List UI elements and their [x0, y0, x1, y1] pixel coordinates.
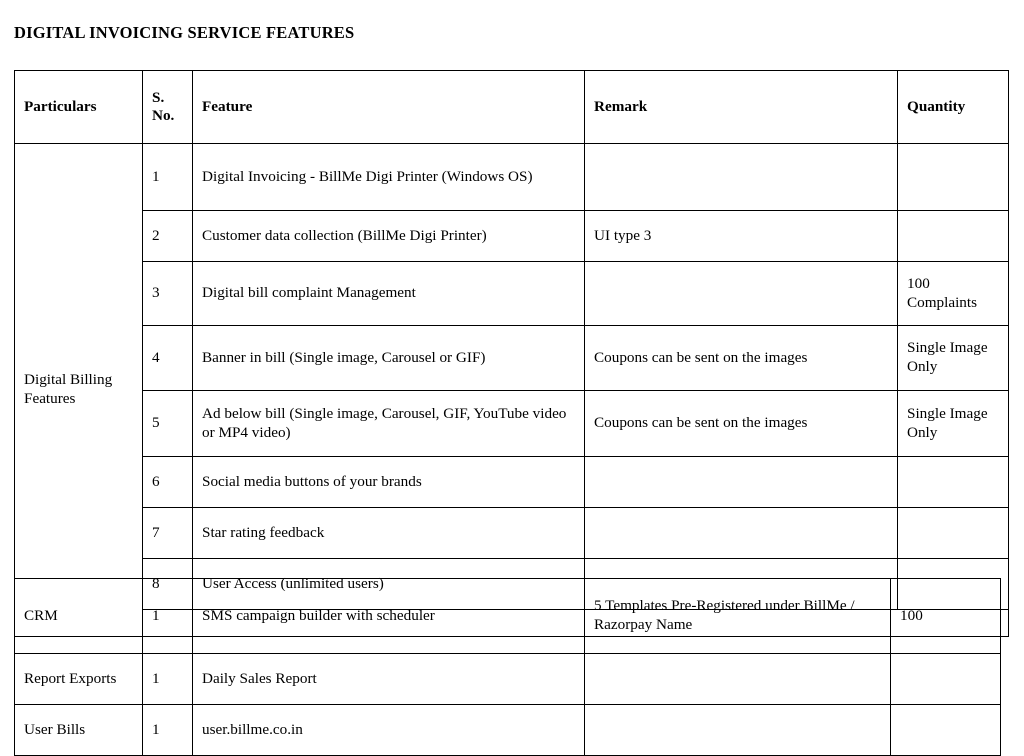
cell-quantity: Single Image Only — [898, 391, 1009, 457]
cell-feature: Banner in bill (Single image, Carousel or GIF) — [193, 326, 585, 391]
cell-feature: Digital Invoicing - BillMe Digi Printer (Windows OS) — [193, 144, 585, 211]
cell-remark — [585, 262, 898, 326]
cell-remark: 5 Templates Pre-Registered under BillMe / Razorpay Name — [585, 579, 891, 654]
cell-quantity — [898, 508, 1009, 559]
cell-quantity — [898, 211, 1009, 262]
cell-serial-number: 1 — [143, 144, 193, 211]
column-header-serial-number — [143, 71, 193, 144]
cell-feature: Digital bill complaint Management — [193, 262, 585, 326]
cell-quantity — [891, 705, 1001, 756]
column-header-quantity: Quantity — [898, 71, 1009, 144]
cell-feature: Daily Sales Report — [193, 654, 585, 705]
cell-feature: Social media buttons of your brands — [193, 457, 585, 508]
cell-serial-number: 1 — [143, 579, 193, 654]
row-group-label-report-exports: Report Exports — [15, 654, 143, 705]
cell-feature: User Access (unlimited users) — [193, 559, 585, 610]
table-row — [15, 391, 1009, 457]
cell-remark — [585, 508, 898, 559]
cell-serial-number: 2 — [143, 211, 193, 262]
cell-quantity: Single Image Only — [898, 326, 1009, 391]
cell-remark: Coupons can be sent on the images — [585, 391, 898, 457]
cell-feature: Customer data collection (BillMe Digi Printer) — [193, 211, 585, 262]
column-header-particulars: Particulars — [15, 71, 143, 144]
cell-quantity: 100 Complaints — [898, 262, 1009, 326]
services-table — [14, 578, 1001, 756]
cell-feature: Ad below bill (Single image, Carousel, GIF, YouTube video or MP4 video) — [193, 391, 585, 457]
cell-remark — [585, 457, 898, 508]
digital-billing-features-table — [14, 70, 1009, 637]
cell-quantity — [898, 457, 1009, 508]
cell-serial-number: 4 — [143, 326, 193, 391]
cell-quantity — [898, 144, 1009, 211]
table-row — [15, 326, 1009, 391]
cell-serial-number: 3 — [143, 262, 193, 326]
table-row — [15, 654, 1001, 705]
cell-remark — [585, 654, 891, 705]
table-row — [15, 262, 1009, 326]
cell-feature: SMS campaign builder with scheduler — [193, 579, 585, 654]
cell-remark: Coupons can be sent on the images — [585, 326, 898, 391]
cell-serial-number: 7 — [143, 508, 193, 559]
cell-remark — [585, 705, 891, 756]
column-header-serial-number-line1: S. — [152, 89, 165, 107]
table-header-row — [15, 71, 1009, 144]
page-title: DIGITAL INVOICING SERVICE FEATURES — [14, 23, 355, 42]
cell-feature: user.billme.co.in — [193, 705, 585, 756]
cell-remark — [585, 144, 898, 211]
table-row — [15, 457, 1009, 508]
cell-serial-number: 1 — [143, 654, 193, 705]
cell-serial-number: 6 — [143, 457, 193, 508]
row-group-label-user-bills: User Bills — [15, 705, 143, 756]
column-header-remark: Remark — [585, 71, 898, 144]
table-row — [15, 508, 1009, 559]
cell-serial-number: 1 — [143, 705, 193, 756]
cell-serial-number: 5 — [143, 391, 193, 457]
table-row — [15, 144, 1009, 211]
cell-quantity: 100 — [891, 579, 1001, 654]
column-header-serial-number-line2: No. — [152, 107, 175, 124]
cell-quantity — [891, 654, 1001, 705]
cell-feature: Star rating feedback — [193, 508, 585, 559]
column-header-feature: Feature — [193, 71, 585, 144]
table-row — [15, 705, 1001, 756]
row-group-label-crm: CRM — [15, 579, 143, 654]
table-row — [15, 579, 1001, 654]
row-group-label-digital-billing-features: Digital Billing Features — [15, 144, 143, 637]
cell-serial-number: 8 — [143, 559, 193, 610]
table-row — [15, 211, 1009, 262]
cell-remark: UI type 3 — [585, 211, 898, 262]
